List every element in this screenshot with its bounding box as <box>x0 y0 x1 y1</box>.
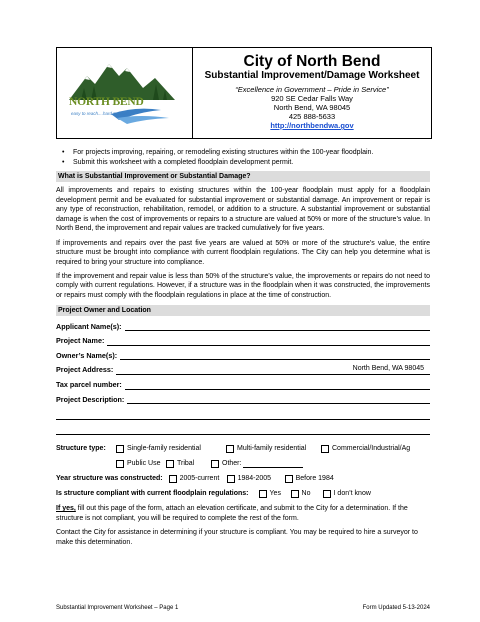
option-multi-family[interactable] <box>226 444 321 454</box>
paragraph: If the improvement and repair value is less than 50% of the structure’s value, the improvements or repairs do not need to comply with current regulations. However, if a structure was in the floodplain when it was constructed, the improvements or repairs must comply with the floodplain regulations in place at the time of construction. <box>56 272 430 300</box>
bullet-list <box>56 148 430 168</box>
field-description <box>56 390 430 405</box>
option-label: Tribal <box>177 460 195 468</box>
field-label: Project Address: <box>56 365 114 375</box>
footer-right: Form Updated 5-13-2024 <box>362 605 430 611</box>
option-label: Single-family residential <box>127 445 201 453</box>
option-label: 2005-current <box>179 475 220 483</box>
address-line2: North Bend, WA 98045 <box>273 103 351 112</box>
logo-text: NORTH BEND <box>69 96 144 108</box>
checkbox-icon[interactable] <box>285 475 293 483</box>
field-label: Applicant Name(s): <box>56 321 122 331</box>
checkbox-icon[interactable] <box>226 445 234 453</box>
if-yes-paragraph <box>56 504 430 523</box>
option-tribal[interactable] <box>166 459 211 469</box>
option-before-1984[interactable] <box>285 474 334 484</box>
option-2005-current[interactable] <box>169 474 227 484</box>
list-item: • Submit this worksheet with a completed floodplain development permit. <box>73 158 430 168</box>
logo-tagline: easy to reach....hard to leave <box>71 111 130 116</box>
checkbox-icon[interactable] <box>116 460 124 468</box>
field-label: Owner’s Name(s): <box>56 350 118 360</box>
checkbox-icon[interactable] <box>166 460 174 468</box>
option-single-family[interactable] <box>116 444 226 454</box>
field-applicant <box>56 317 430 332</box>
option-other[interactable] <box>211 459 303 469</box>
owner-name-input[interactable] <box>120 349 430 360</box>
option-1984-2005[interactable] <box>227 474 285 484</box>
website-link[interactable]: http://northbendwa.gov <box>270 121 354 130</box>
page-footer <box>56 605 430 611</box>
option-label: I don’t know <box>333 490 371 498</box>
option-commercial[interactable] <box>321 444 410 454</box>
address-line1: 920 SE Cedar Falls Way <box>271 94 353 103</box>
option-label: Other: <box>222 460 242 468</box>
option-label: No <box>301 490 311 498</box>
structure-type-row1 <box>56 441 430 456</box>
city-logo <box>57 48 193 138</box>
option-label: Public Use <box>127 460 161 468</box>
checkbox-icon[interactable] <box>323 490 331 498</box>
option-label: 1984-2005 <box>237 475 272 483</box>
option-dont-know[interactable] <box>323 489 371 499</box>
phone-number: 425 888-5633 <box>288 112 336 121</box>
field-address <box>56 360 430 375</box>
compliance-label: Is structure compliant with current floodplain regulations: <box>56 490 249 498</box>
field-parcel <box>56 375 430 390</box>
checkbox-icon[interactable] <box>169 475 177 483</box>
checkbox-icon[interactable] <box>227 475 235 483</box>
page-subtitle: Substantial Improvement/Damage Worksheet <box>204 70 420 81</box>
mountain-logo-icon <box>57 48 192 138</box>
year-label: Year structure was constructed: <box>56 475 163 483</box>
field-owner <box>56 346 430 361</box>
project-name-input[interactable] <box>107 335 430 346</box>
checkbox-icon[interactable] <box>259 490 267 498</box>
paragraph: All improvements and repairs to existing structures within the 100-year floodplain must apply for a floodplain development permit and be evaluated for substantial improvement or substantial damage. An improvement or repair is any type of reconstruction, rehabilitation, remodel, or addition to a structure. A substantial improvement or substantial damage is when the cost of improvements or repairs to a structure are valued at 50% or more of the structure’s value. In North Bend, the improvement and repair values are tracked cumulatively for five years. <box>56 187 430 233</box>
city-motto: “Excellence in Government – Pride in Service” <box>235 85 389 94</box>
paragraph: If improvements and repairs over the past five years are valued at 50% or more of the structure’s value, the entire structure must be brought into compliance with current floodplain regulations. The City can help you determine what is required to bring your structure into compliance. <box>56 239 430 266</box>
description-line-3[interactable] <box>56 420 430 436</box>
option-label: Yes <box>269 490 281 498</box>
header-box <box>56 47 432 139</box>
section-heading-owner: Project Owner and Location <box>56 305 430 316</box>
header-info <box>193 48 431 138</box>
option-public-use[interactable] <box>116 459 166 469</box>
checkbox-icon[interactable] <box>291 490 299 498</box>
checkbox-icon[interactable] <box>211 460 219 468</box>
contact-paragraph: Contact the City for assistance in determining if your structure is compliant. You may be required to hire a surveyor to make this determination. <box>56 529 418 546</box>
list-item: • For projects improving, repairing, or remodeling existing structures within the 100-year floodplain. <box>73 148 430 158</box>
option-yes[interactable] <box>259 489 291 499</box>
option-no[interactable] <box>291 489 323 499</box>
field-label: Project Description: <box>56 394 125 404</box>
structure-type-row2 <box>56 456 430 471</box>
year-constructed-row <box>56 471 430 486</box>
structure-type-label: Structure type: <box>56 445 106 453</box>
field-project-name <box>56 331 430 346</box>
other-input[interactable] <box>243 459 303 468</box>
checkbox-icon[interactable] <box>321 445 329 453</box>
page-title: City of North Bend <box>243 53 381 70</box>
description-line-2[interactable] <box>56 404 430 420</box>
project-description-input[interactable] <box>127 393 430 404</box>
if-yes-text: fill out this page of the form, attach an elevation certificate, and submit to the City for a determination. If the structure is not compliant, you will be required to complete the rest of the form. <box>56 505 408 522</box>
option-label: Before 1984 <box>295 475 334 483</box>
section-heading-substantial: What is Substantial Improvement or Substantial Damage? <box>56 171 430 182</box>
form-body <box>56 148 430 547</box>
applicant-name-input[interactable] <box>125 320 431 331</box>
option-label: Commercial/Industrial/Ag <box>332 445 411 453</box>
tax-parcel-input[interactable] <box>125 379 430 390</box>
footer-left: Substantial Improvement Worksheet – Page 1 <box>56 605 179 611</box>
field-label: Tax parcel number: <box>56 380 122 389</box>
if-yes-lead: If yes, <box>56 505 76 513</box>
project-address-input[interactable]: North Bend, WA 98045 <box>116 364 430 375</box>
checkbox-icon[interactable] <box>116 445 124 453</box>
compliance-row <box>56 486 430 501</box>
field-label: Project Name: <box>56 336 105 346</box>
option-label: Multi-family residential <box>237 445 307 453</box>
